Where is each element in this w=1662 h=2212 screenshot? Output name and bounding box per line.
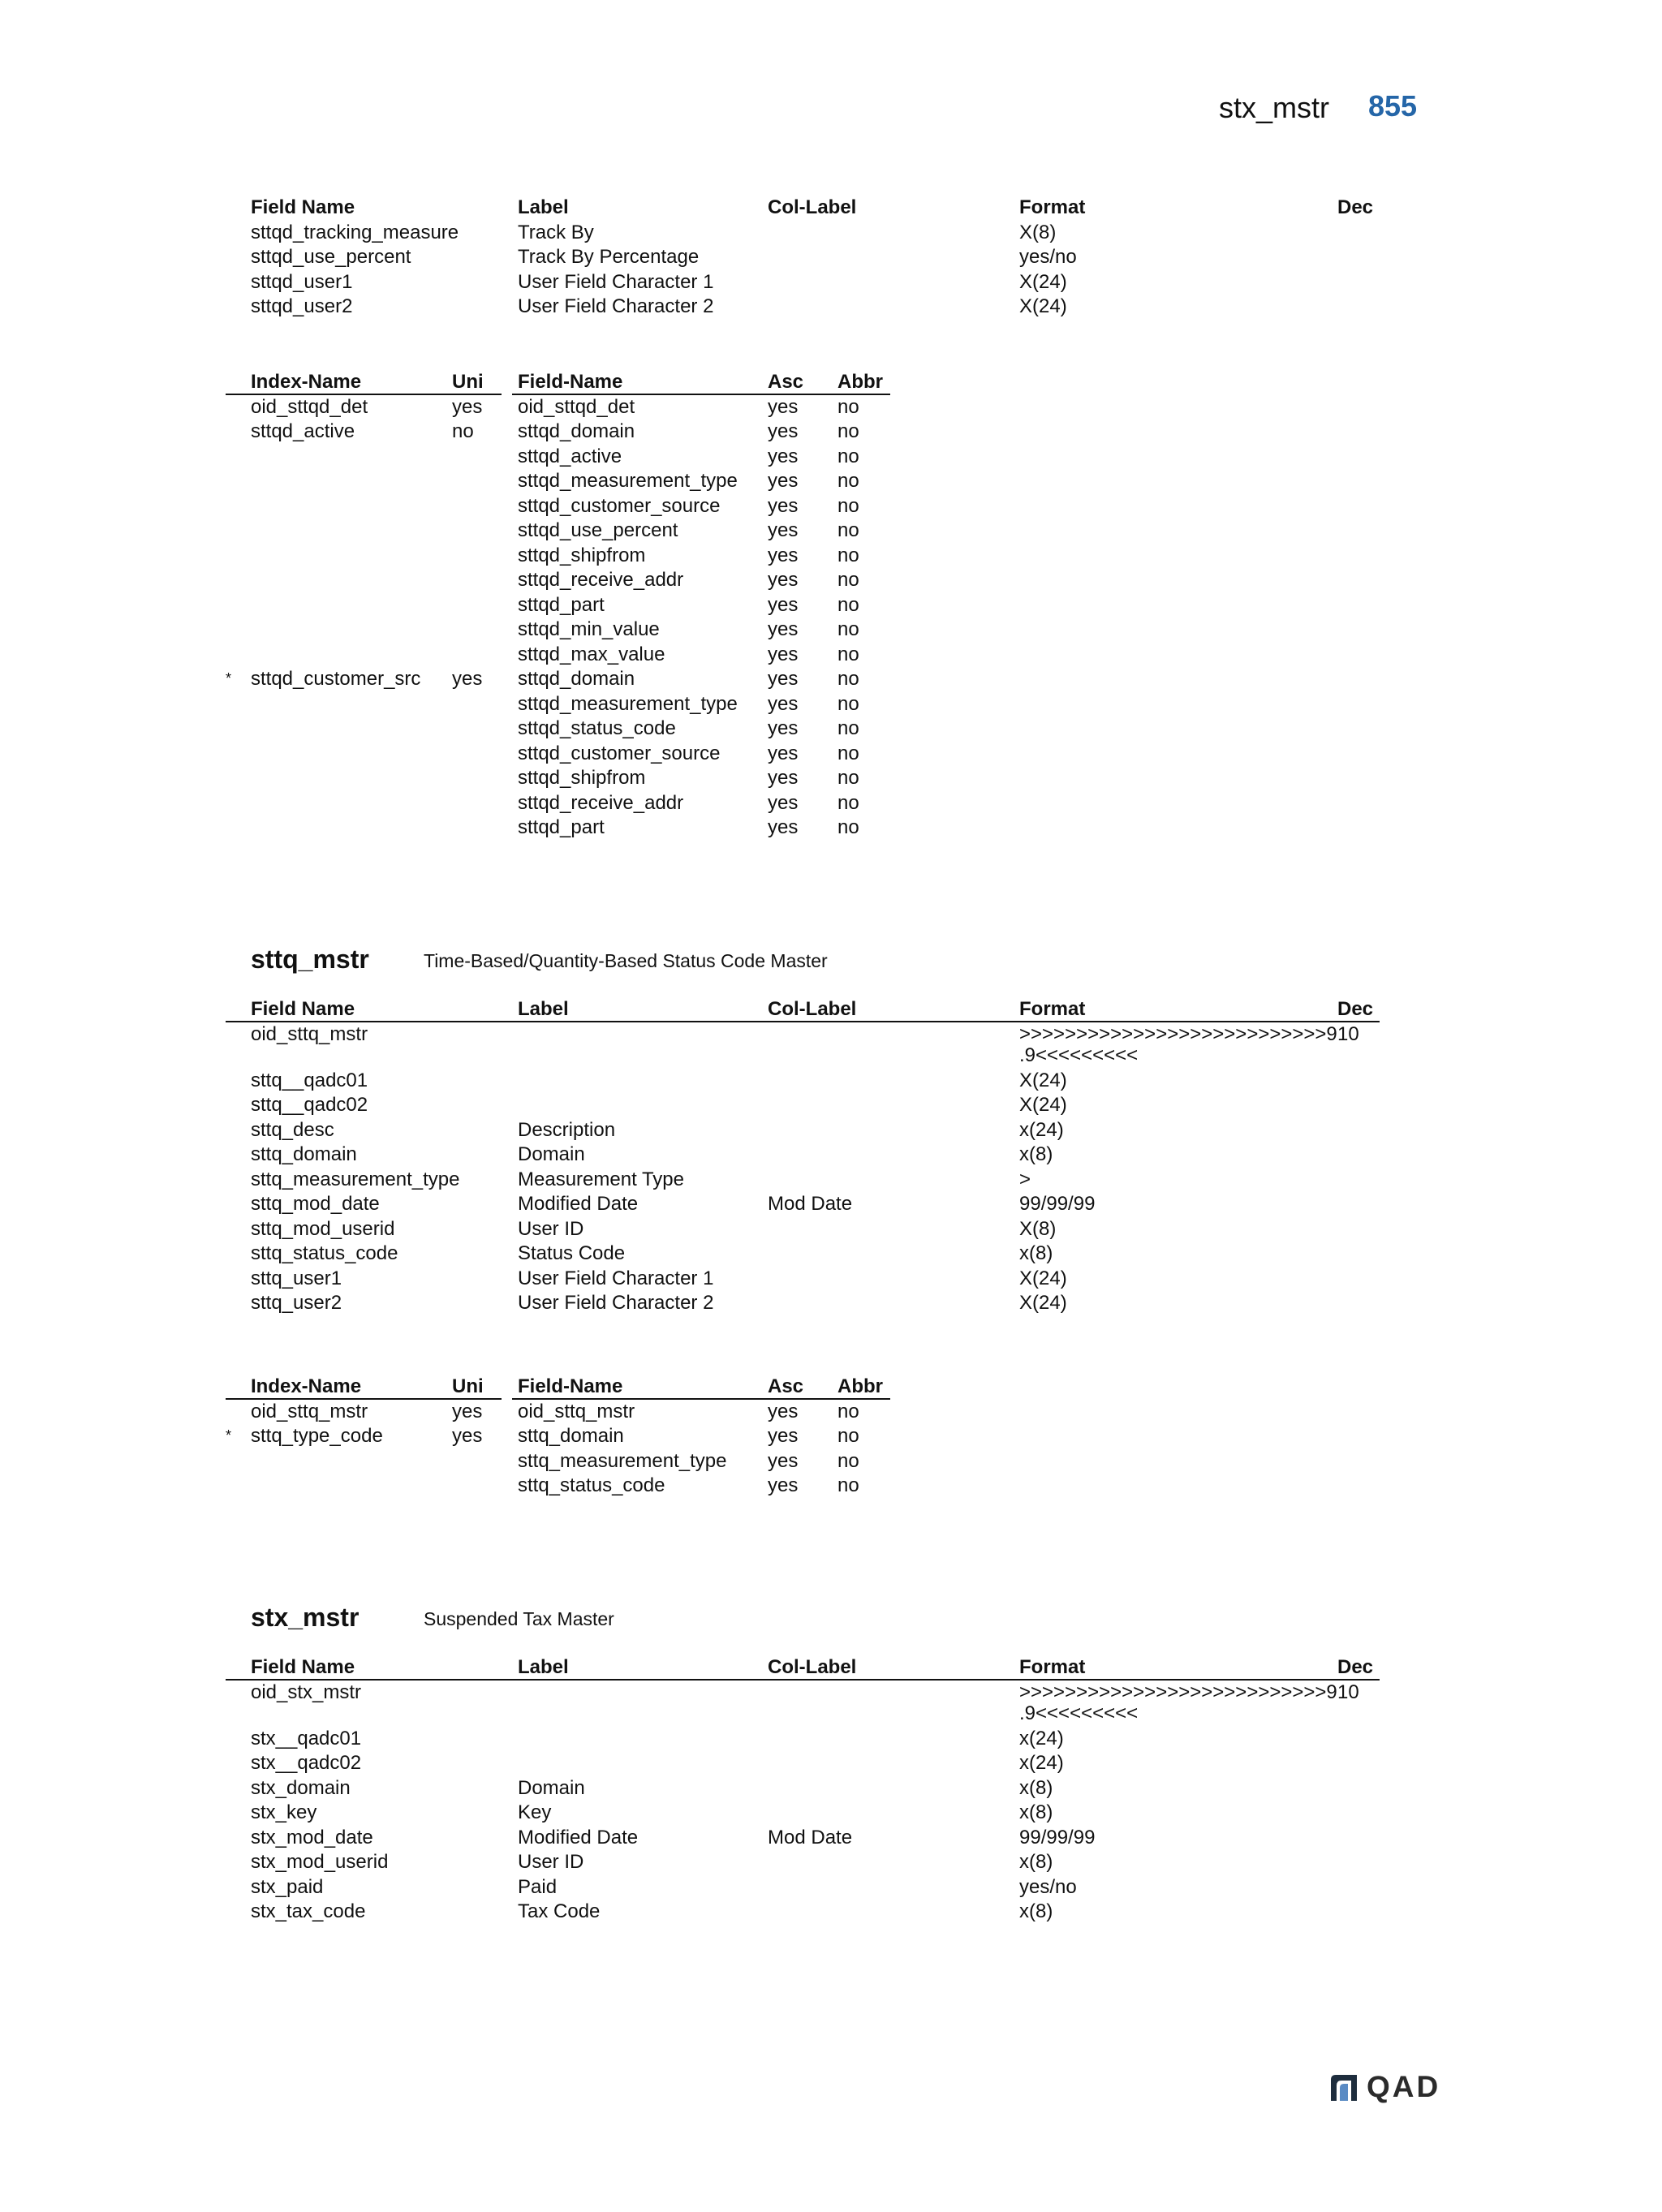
col-header-index-name: Index-Name [251,371,362,393]
table-row [0,567,1662,592]
col-header-field-name: Field Name [251,196,355,218]
table-row [0,419,1662,444]
field-name: sttq_domain [251,1143,357,1165]
index-name: oid_sttqd_det [251,395,368,418]
field-label: User Field Character 2 [518,295,714,317]
table-row [0,617,1662,642]
table-row [0,1399,1662,1424]
page-number: 855 [1368,89,1418,123]
field-label: Key [518,1801,552,1823]
table-row [0,444,1662,469]
field-format-cont: .9<<<<<<<<< [1019,1044,1139,1066]
field-table-header [0,195,1662,220]
index-field-name: sttqd_shipfrom [518,767,646,789]
table-row [0,1068,1662,1093]
field-format: > [1019,1168,1031,1190]
col-header-dec: Dec [1337,196,1374,218]
col-header-col-label: Col-Label [768,196,857,218]
index-asc: yes [768,668,799,690]
index-field-name: sttqd_part [518,816,605,838]
index-asc: yes [768,742,799,764]
field-format: x(24) [1019,1118,1064,1141]
index-uni: yes [452,668,483,690]
field-format: x(24) [1019,1752,1064,1774]
table-row [0,543,1662,568]
index-table-header [0,1374,1662,1399]
table-row [0,790,1662,816]
index-abbr: no [837,445,859,467]
table-row-continuation [0,1701,1662,1726]
field-name: sttqd_use_percent [251,246,411,268]
field-format: x(8) [1019,1900,1053,1922]
index-uni: no [452,420,474,442]
unique-marker: * [226,1427,232,1444]
table-row [0,1473,1662,1498]
unique-marker: * [226,670,232,686]
field-name: sttqd_tracking_measure [251,221,459,243]
logo-text: QAD [1367,2070,1441,2103]
col-header-field-name: Field-Name [518,371,623,393]
table-row [0,642,1662,667]
index-name: sttqd_customer_src [251,668,421,690]
field-label: Track By [518,221,594,243]
field-format: X(24) [1019,1292,1067,1314]
index-abbr: no [837,494,859,517]
index-field-name: sttqd_active [518,445,622,467]
col-header-index-name: Index-Name [251,1375,362,1397]
table-row [0,493,1662,519]
table-row [0,1142,1662,1167]
index-asc: yes [768,544,799,566]
field-name: oid_stx_mstr [251,1681,362,1703]
table-row [0,1750,1662,1775]
col-header-label: Label [518,998,569,1020]
field-label: Measurement Type [518,1168,684,1190]
field-name: sttqd_user2 [251,295,353,317]
index-asc: yes [768,445,799,467]
field-format: 99/99/99 [1019,1826,1096,1848]
table-row [0,394,1662,420]
field-format: yes/no [1019,1875,1077,1898]
index-uni: yes [452,1400,483,1422]
table-row [0,1800,1662,1825]
table-row [0,1167,1662,1192]
field-table-header [0,1655,1662,1680]
col-header-format: Format [1019,1656,1086,1678]
field-name: stx_paid [251,1875,324,1898]
index-abbr: no [837,1425,859,1447]
table-row [0,1423,1662,1448]
field-label: Description [518,1118,616,1141]
table-row-continuation [0,1043,1662,1068]
index-asc: yes [768,420,799,442]
field-format: 99/99/99 [1019,1193,1096,1215]
index-abbr: no [837,816,859,838]
table-row [0,765,1662,790]
index-name: sttq_type_code [251,1425,383,1447]
index-field-name: sttqd_customer_source [518,742,721,764]
index-asc: yes [768,816,799,838]
index-asc: yes [768,692,799,715]
index-field-name: sttqd_measurement_type [518,692,738,715]
field-label: User ID [518,1851,584,1873]
index-field-name: sttqd_status_code [518,717,676,739]
field-dec: 10 [1337,1022,1359,1045]
index-abbr: no [837,593,859,616]
table-row [0,1448,1662,1474]
field-name: stx_domain [251,1776,351,1799]
table-row [0,1849,1662,1874]
field-format: X(24) [1019,270,1067,293]
field-format: x(8) [1019,1851,1053,1873]
index-abbr: no [837,420,859,442]
index-field-name: sttq_domain [518,1425,624,1447]
index-field-name: sttqd_max_value [518,643,665,665]
table-row [0,1266,1662,1291]
index-abbr: no [837,1449,859,1472]
table-row [0,1290,1662,1315]
index-asc: yes [768,1449,799,1472]
index-asc: yes [768,1400,799,1422]
field-label: Domain [518,1143,585,1165]
index-field-name: sttqd_domain [518,668,635,690]
table-row [0,592,1662,618]
field-format: X(8) [1019,221,1057,243]
index-abbr: no [837,544,859,566]
index-asc: yes [768,1425,799,1447]
index-field-name: sttqd_customer_source [518,494,721,517]
index-abbr: no [837,717,859,739]
col-header-asc: Asc [768,371,804,393]
field-label: User ID [518,1217,584,1240]
col-header-label: Label [518,1656,569,1678]
index-field-name: sttqd_receive_addr [518,569,684,591]
col-header-uni: Uni [452,1375,484,1397]
col-header-asc: Asc [768,1375,804,1397]
index-field-name: sttq_measurement_type [518,1449,727,1472]
field-label: Modified Date [518,1826,639,1848]
index-abbr: no [837,470,859,492]
table-title: sttq_mstr [251,945,369,974]
index-abbr: no [837,643,859,665]
field-format: X(8) [1019,1217,1057,1240]
index-asc: yes [768,618,799,640]
field-name: sttq__qadc02 [251,1094,368,1116]
index-name: sttqd_active [251,420,355,442]
index-field-name: sttq_status_code [518,1474,665,1496]
col-header-field-name: Field-Name [518,1375,623,1397]
table-row [0,244,1662,269]
field-name: sttq_user2 [251,1292,342,1314]
field-format: x(8) [1019,1801,1053,1823]
index-abbr: no [837,791,859,814]
table-row [0,1899,1662,1924]
field-name: sttq_mod_date [251,1193,380,1215]
field-format: yes/no [1019,246,1077,268]
field-format: x(24) [1019,1727,1064,1749]
field-name: sttqd_user1 [251,270,353,293]
table-row [0,691,1662,717]
table-title: stx_mstr [251,1603,360,1632]
col-header-dec: Dec [1337,1656,1374,1678]
field-name: stx_tax_code [251,1900,366,1922]
field-name: stx_mod_userid [251,1851,389,1873]
field-format-cont: .9<<<<<<<<< [1019,1702,1139,1724]
col-header-uni: Uni [452,371,484,393]
table-row [0,1874,1662,1900]
col-header-col-label: Col-Label [768,1656,857,1678]
table-row [0,1241,1662,1266]
index-abbr: no [837,1400,859,1422]
table-row [0,666,1662,691]
col-header-format: Format [1019,998,1086,1020]
field-format: X(24) [1019,1069,1067,1091]
table-row [0,1092,1662,1117]
col-header-field-name: Field Name [251,1656,355,1678]
index-abbr: no [837,1474,859,1496]
index-uni: yes [452,395,483,418]
field-name: stx__qadc01 [251,1727,362,1749]
field-format: X(24) [1019,1267,1067,1289]
field-label: User Field Character 1 [518,270,714,293]
index-abbr: no [837,395,859,418]
index-name: oid_sttq_mstr [251,1400,368,1422]
index-asc: yes [768,470,799,492]
index-table-header [0,369,1662,394]
col-header-abbr: Abbr [837,1375,883,1397]
field-format: X(24) [1019,1094,1067,1116]
field-dec: 10 [1337,1681,1359,1703]
index-asc: yes [768,643,799,665]
index-abbr: no [837,668,859,690]
index-asc: yes [768,791,799,814]
field-format: x(8) [1019,1143,1053,1165]
index-field-name: oid_sttq_mstr [518,1400,635,1422]
table-row [0,1117,1662,1143]
field-name: stx__qadc02 [251,1752,362,1774]
index-field-name: sttqd_min_value [518,618,660,640]
table-description: Suspended Tax Master [424,1608,614,1629]
index-uni: yes [452,1425,483,1447]
field-format: x(8) [1019,1776,1053,1799]
field-label: User Field Character 1 [518,1267,714,1289]
table-row [0,716,1662,741]
field-label: Tax Code [518,1900,601,1922]
qad-logo [1328,2070,1441,2104]
index-asc: yes [768,494,799,517]
field-col-label: Mod Date [768,1193,853,1215]
field-col-label: Mod Date [768,1826,853,1848]
field-name: stx_mod_date [251,1826,373,1848]
index-field-name: sttqd_part [518,593,605,616]
field-name: sttq_mod_userid [251,1217,395,1240]
field-name: oid_sttq_mstr [251,1022,368,1045]
field-format: >>>>>>>>>>>>>>>>>>>>>>>>>>>9 [1019,1681,1337,1703]
table-row [0,1825,1662,1850]
table-row [0,815,1662,840]
table-row [0,1191,1662,1216]
table-row [0,518,1662,543]
col-header-label: Label [518,196,569,218]
field-format: x(8) [1019,1242,1053,1264]
table-row [0,294,1662,319]
table-row [0,1726,1662,1751]
index-asc: yes [768,1474,799,1496]
table-row [0,468,1662,493]
index-abbr: no [837,618,859,640]
field-format: X(24) [1019,295,1067,317]
table-row [0,220,1662,245]
col-header-abbr: Abbr [837,371,883,393]
col-header-col-label: Col-Label [768,998,857,1020]
index-abbr: no [837,692,859,715]
index-asc: yes [768,519,799,541]
table-row [0,1775,1662,1801]
table-row [0,269,1662,295]
index-asc: yes [768,593,799,616]
field-name: sttq_desc [251,1118,334,1141]
field-name: sttq_user1 [251,1267,342,1289]
index-asc: yes [768,767,799,789]
index-asc: yes [768,395,799,418]
field-name: stx_key [251,1801,317,1823]
col-header-format: Format [1019,196,1086,218]
index-asc: yes [768,569,799,591]
field-label: Modified Date [518,1193,639,1215]
field-label: User Field Character 2 [518,1292,714,1314]
field-format: >>>>>>>>>>>>>>>>>>>>>>>>>>>9 [1019,1022,1337,1045]
index-field-name: sttqd_shipfrom [518,544,646,566]
field-table-header [0,996,1662,1022]
field-name: sttq_measurement_type [251,1168,460,1190]
index-asc: yes [768,717,799,739]
col-header-field-name: Field Name [251,998,355,1020]
field-label: Domain [518,1776,585,1799]
field-label: Track By Percentage [518,246,700,268]
qad-logo-icon [1328,2072,1360,2104]
index-field-name: sttqd_receive_addr [518,791,684,814]
table-row [0,1216,1662,1242]
index-abbr: no [837,742,859,764]
field-name: sttq_status_code [251,1242,398,1264]
index-abbr: no [837,569,859,591]
index-field-name: sttqd_domain [518,420,635,442]
col-header-dec: Dec [1337,998,1374,1020]
index-abbr: no [837,519,859,541]
table-description: Time-Based/Quantity-Based Status Code Master [424,950,828,971]
index-abbr: no [837,767,859,789]
field-label: Paid [518,1875,558,1898]
table-row [0,741,1662,766]
index-field-name: oid_sttqd_det [518,395,635,418]
running-title: stx_mstr [1219,91,1330,124]
field-name: sttq__qadc01 [251,1069,368,1091]
field-label: Status Code [518,1242,626,1264]
index-field-name: sttqd_use_percent [518,519,678,541]
index-field-name: sttqd_measurement_type [518,470,738,492]
